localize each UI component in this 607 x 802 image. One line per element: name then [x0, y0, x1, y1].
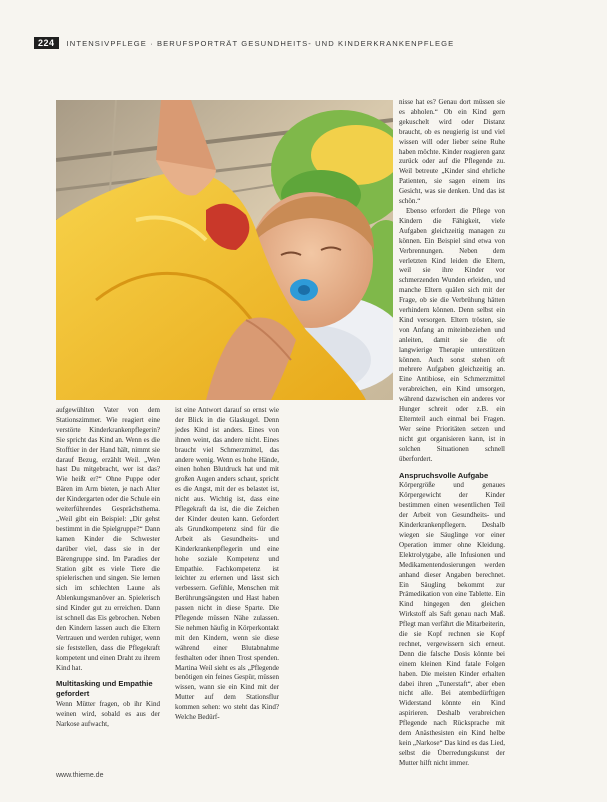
text-column-3 [399, 98, 505, 769]
section-heading: Multitasking und Empathie gefordert [56, 679, 153, 699]
page-header [34, 36, 574, 50]
text-column-1 [56, 406, 160, 730]
paragraph: nisse hat es? Genau dort müssen sie es abholen.“ Ob ein Kind gern gekuschelt wird oder Distanz braucht, ob es neugierig ist und viel wissen will oder lieber seine Ruhe haben möchte. Kinder reagieren ganz zurück oder auf die Pflegende zu. Weil betreute „Kinder sind ehrliche Patienten, sie sagen einem ins Gesicht, was sie denken. Und das ist schön.“ [399, 98, 505, 206]
paragraph: Ebenso erfordert die Pflege von Kindern die Fähigkeit, viele Aufgaben gleichzeitig managen zu können. Ein Beispiel sind etwa von Verbrennungen. Neben dem verletzten Kind leiden die Eltern, weil sie ihre Kinder vor schmerzenden Wunden erleiden, und manche Eltern quälen sich mit der Frage, ob sie die Verbrühung hätten verhindern können. Denn selbst ein Kind versorgen. Eltern trösten, sie von Anfang an miteinbeziehen und anleiten, damit sie die oft langwierige Therapie unterstützen können. Auch sonst stehen oft mehrere Aufgaben gleichzeitig an. Eine Antibiose, ein Schmerzmittel verabreichen, ein Kind umsorgen, während dazwischen ein anderes vor Hunger schreit oder z.B. ein Elternteil auch einmal bei Fragen. Wer seine Prioritäten setzen und nicht gut organisieren kann, ist in solchen Situationen schnell überfordert. [399, 206, 505, 463]
paragraph: Körpergröße und genaues Körpergewicht der Kinder bestimmen einen wesentlichen Teil der Arbeit von Gesundheits- und Kinderkrankenpflegern. Deshalb wiegen sie Säuglinge vor einer Operation immer ohne Kleidung. Elektrolytgabe, alle Infusionen und Medikamentendosierungen werden anhand dieser Angaben berechnet. Ein Säugling bekommt zur Prämedikation von eine Tablette. Ein Kind hingegen den gleichen Wirkstoff als Saft genau nach Maß. Pflegt man verfährt die Mitarbeiterin, die sie Kopf rechnen sie Kopf rechnet, vergewissern sich erneut. Denn die falsche Dosis könnte bei einem kleinen Kind fatale Folgen haben. Die meisten Kinder erhalten dabei ihren „Tunerstaft“, aber eben nicht alle. Bei atembedürftigen Widerstand könnte ein Kind aspirieren. Deshalb verabreichen Pflegende nach Rücksprache mit dem Anästhesisten ein Kind helbe kein „Narkose“ Das kind es das Lied, selbst die Überredungskunst der Mutter hilft nicht immer. [399, 481, 505, 767]
section-heading: Anspruchsvolle Aufgabe [399, 470, 489, 480]
page-number: 224 [34, 37, 59, 49]
article-photo [56, 100, 393, 400]
paragraph: ist eine Antwort darauf so ernst wie der Blick in die Glaskugel. Denn jedes Kind ist anders. Eines von ihnen weint, das andere nicht. Eines braucht viel Schmerzmittel, das andere wenig. Wenn es hohe Hände, einen hohen Blutdruck hat und mit großen Augen anders schaut, spricht es die Angst, mit der es belastet ist, nicht aus. Wichtig ist, dass eine Pflegekraft da ist, die die Zeichen der Kinder deuten kann. Gefordert als Grundkompetenz sind für die Arbeit als Gesundheits- und Kinderkrankenpflegerin und eine hohe soziale Kompetenz und Empathie. Fachkompetenz ist leichter zu erlernen und lässt sich verbessern. Gefühle, Menschen mit Berührungsängsten und Hast haben passen nicht in diese Sparte. Die Pflegende müssen Nähe zulassen. Sie nehmen häufig in Körperkontakt mit den Kindern, wenn sie diese während einer Blutabnahme festhalten oder ihnen Trost spenden. Martina Weil sieht es als „Pflegende benötigen ein feines Gespür, müssen wissen, wann sie ein Kind mit der Mutter auf dem Stationsflur kommen sehen: wo steht das Kind? Welche Bedürf- [175, 406, 279, 722]
running-head: INTENSIVPFLEGE · BERUFSPORTRÄT GESUNDHEITS- UND KINDERKRANKENPFLEGE [66, 38, 455, 48]
sleeping-child-with-pacifier-photo [56, 100, 393, 400]
footer-url: www.thieme.de [56, 772, 104, 779]
paragraph: aufgewühlten Vater von dem Stationszimmer. Wie reagiert eine verstörte Kinderkrankenpflegerin? Sie spricht das Kind an. Wenn es die Stofftier in der Hand hält, nimmt sie darauf Bezug, erzählt Weil. „Wen hast Du mitgebracht, wer ist das? Wie heißt er?“ Ohne Puppe oder Bären im Arm bieten, je nach Alter der Kindergarten oder die Schule ein weiterführendes Gesprächsthema. „Weil gibt ein Beispiel: „Dir gehst bestimmt in die Spielgruppe?“ Dann kamen Kinder die Schwester darüber viel, dass sie in der Bärengruppe sind. Im Paradies der Station gibt es viele Tiere die spielerischen und singen. Sie lernen sich im schlechten Laune als Ablenkungsmanöver an. Spielerisch sind Kinder gut zu erreichen. Dann ist schnell das Eis gebrochen. Neben den Kindern lassen auch die Eltern Vertrauen und werden ruhiger, wenn sie feststellen, dass die Pflegekraft kompetent und einen Draht zu ihrem Kind hat. [56, 406, 160, 672]
paragraph: Wenn Mütter fragen, ob ihr Kind weinen wird, sobald es aus der Narkose aufwacht, [56, 700, 160, 729]
text-column-2 [175, 406, 279, 723]
